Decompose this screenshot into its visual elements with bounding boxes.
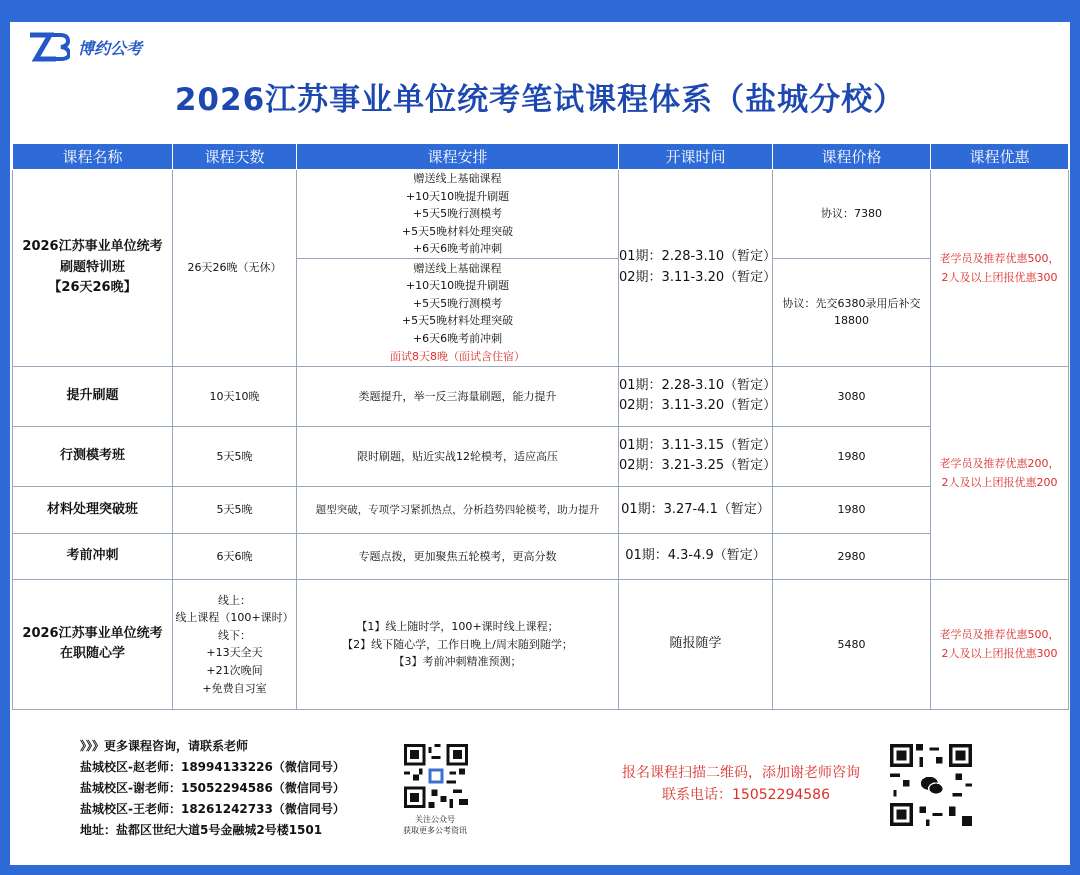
- start-time-line: 01期：2.28-3.10（暂定）: [619, 249, 777, 265]
- price-cell: 协议：7380: [773, 170, 931, 259]
- course-name-cell: [13, 170, 173, 367]
- poster-frame: [10, 22, 1070, 865]
- discount-line: 2人及以上团报优惠300: [941, 270, 1058, 284]
- zb-logo-icon: [26, 32, 70, 62]
- start-time-line: 01期：3.11-3.15（暂定）: [619, 437, 777, 453]
- footer: [10, 722, 1070, 865]
- discount-line: 老学员及推荐优惠500，: [939, 251, 1060, 265]
- brand-logo: [26, 32, 142, 62]
- days-line: +13天全天: [206, 646, 263, 660]
- schedule-cell: [297, 258, 619, 366]
- course-days-cell: 26天26晚（无休）: [173, 170, 297, 367]
- table-row: [13, 170, 1069, 259]
- page-title: 2026江苏事业单位统考笔试课程体系（盐城分校）: [174, 82, 906, 118]
- qr-caption: [380, 814, 490, 836]
- consult-line: 报名课程扫描二维码，添加谢老师咨询: [622, 765, 860, 781]
- header-course-name: 课程名称: [13, 144, 173, 170]
- start-time-line: 01期：2.28-3.10（暂定）: [619, 377, 777, 393]
- table-row: [13, 426, 1069, 486]
- schedule-line: +5天5晚材料处理突破: [401, 314, 514, 328]
- start-time-cell: [619, 426, 777, 486]
- address-line: 地址：盐都区世纪大道5号金融城2号楼1501: [80, 823, 323, 837]
- header-price: 课程价格: [773, 144, 931, 170]
- price-cell: [773, 258, 931, 366]
- course-name-cell: 行测模考班: [13, 426, 173, 486]
- start-time-cell: 01期：4.3-4.9（暂定）: [619, 533, 773, 579]
- discount-line: 老学员及推荐优惠200，: [939, 456, 1060, 470]
- course-name-line: 刷题特训班: [59, 259, 125, 275]
- schedule-line: 【2】线下随心学，工作日晚上/周末随到随学；: [342, 637, 573, 651]
- contact-line: 盐城校区-王老师：18261242733（微信同号）: [80, 802, 345, 816]
- course-table: [12, 143, 1069, 710]
- contact-list: [80, 736, 345, 841]
- start-time-line: 02期：3.11-3.20（暂定）: [619, 398, 777, 414]
- consult-phone: 联系电话：15052294586: [662, 787, 830, 803]
- schedule-line: +5天5晚行测模考: [412, 207, 503, 221]
- price-line: 协议：先交6380录用后补交: [782, 296, 921, 310]
- discount-line: 老学员及推荐优惠500，: [939, 628, 1060, 642]
- contact-line: 盐城校区-谢老师：15052294586（微信同号）: [80, 781, 345, 795]
- schedule-line: +10天10晚提升刷题: [405, 279, 510, 293]
- start-time-cell: 随报随学: [619, 579, 773, 709]
- table-header-row: [13, 144, 1069, 170]
- schedule-cell: [297, 579, 619, 709]
- schedule-line: 【3】考前冲刺精准预测；: [393, 655, 522, 669]
- days-line: 线下：: [218, 628, 251, 642]
- header-course-days: 课程天数: [173, 144, 297, 170]
- course-name-line: 在职随心学: [59, 646, 125, 662]
- schedule-cell: 限时刷题，贴近实战12轮模考，适应高压: [297, 426, 619, 486]
- discount-cell: [931, 579, 1069, 709]
- course-name-cell: 考前冲刺: [13, 533, 173, 579]
- course-days-cell: 5天5晚: [173, 426, 297, 486]
- start-time-cell: [619, 366, 777, 426]
- interview-note: 面试8天8晚（面试含住宿）: [390, 349, 525, 363]
- header-schedule: 课程安排: [297, 144, 619, 170]
- wechat-qr-icon[interactable]: [890, 744, 972, 826]
- course-name-line: 2026江苏事业单位统考: [22, 238, 163, 254]
- table-row: [13, 579, 1069, 709]
- start-time-line: 02期：3.21-3.25（暂定）: [619, 458, 777, 474]
- days-line: +21次晚间: [206, 664, 263, 678]
- table-row: [13, 366, 1069, 426]
- table-row: [13, 533, 1069, 579]
- discount-cell: [931, 366, 1069, 579]
- course-name-line: 2026江苏事业单位统考: [22, 625, 163, 641]
- start-time-cell: [619, 170, 777, 367]
- schedule-line: +10天10晚提升刷题: [405, 189, 510, 203]
- price-cell: 2980: [773, 533, 931, 579]
- contact-intro: 》》》更多课程咨询，请联系老师: [80, 739, 249, 753]
- course-days-cell: [173, 579, 297, 709]
- course-days-cell: 6天6晚: [173, 533, 297, 579]
- course-name-cell: [13, 579, 173, 709]
- schedule-line: +5天5晚材料处理突破: [401, 224, 514, 238]
- schedule-line: 赠送线上基础课程: [413, 172, 502, 185]
- days-line: 线上：: [218, 593, 251, 607]
- price-cell: 3080: [773, 366, 931, 426]
- discount-line: 2人及以上团报优惠300: [941, 647, 1058, 661]
- course-days-cell: 10天10晚: [173, 366, 297, 426]
- qr-caption-line: 获取更多公考资讯: [403, 826, 467, 835]
- price-line: 18800: [834, 314, 869, 328]
- schedule-cell: 类题提升，举一反三海量刷题，能力提升: [297, 366, 619, 426]
- schedule-cell: 专题点拨，更加聚焦五轮模考，更高分数: [297, 533, 619, 579]
- schedule-line: 【1】线上随时学，100+课时线上课程；: [356, 620, 559, 634]
- contact-line: 盐城校区-赵老师：18994133226（微信同号）: [80, 760, 345, 774]
- discount-cell: [931, 170, 1069, 367]
- header-start-time: 开课时间: [619, 144, 773, 170]
- schedule-line: +6天6晚考前冲刺: [412, 242, 503, 256]
- schedule-line: +6天6晚考前冲刺: [412, 332, 503, 346]
- discount-line: 2人及以上团报优惠200: [941, 475, 1058, 489]
- brand-name: 博约公考: [78, 38, 143, 58]
- schedule-line: +5天5晚行测模考: [412, 296, 503, 310]
- schedule-line: 赠送线上基础课程: [413, 261, 502, 275]
- course-name-line: 【26天26晚】: [48, 280, 137, 296]
- qr-caption-line: 关注公众号: [415, 815, 455, 824]
- course-name-cell: 材料处理突破班: [13, 486, 173, 533]
- days-line: 线上课程（100+课时）: [175, 611, 294, 625]
- price-cell: 5480: [773, 579, 931, 709]
- price-cell: 1980: [773, 426, 931, 486]
- official-account-qr-icon[interactable]: [404, 744, 468, 808]
- course-name-cell: 提升刷题: [13, 366, 173, 426]
- header-discount: 课程优惠: [931, 144, 1069, 170]
- price-cell: 1980: [773, 486, 931, 533]
- start-time-line: 02期：3.11-3.20（暂定）: [619, 269, 777, 285]
- days-line: +免费自习室: [202, 681, 267, 695]
- start-time-cell: 01期：3.27-4.1（暂定）: [619, 486, 773, 533]
- table-row: [13, 486, 1069, 533]
- course-days-cell: 5天5晚: [173, 486, 297, 533]
- schedule-cell: 题型突破，专项学习紧抓热点，分析趋势四轮模考，助力提升: [297, 486, 619, 533]
- schedule-cell: [297, 170, 619, 259]
